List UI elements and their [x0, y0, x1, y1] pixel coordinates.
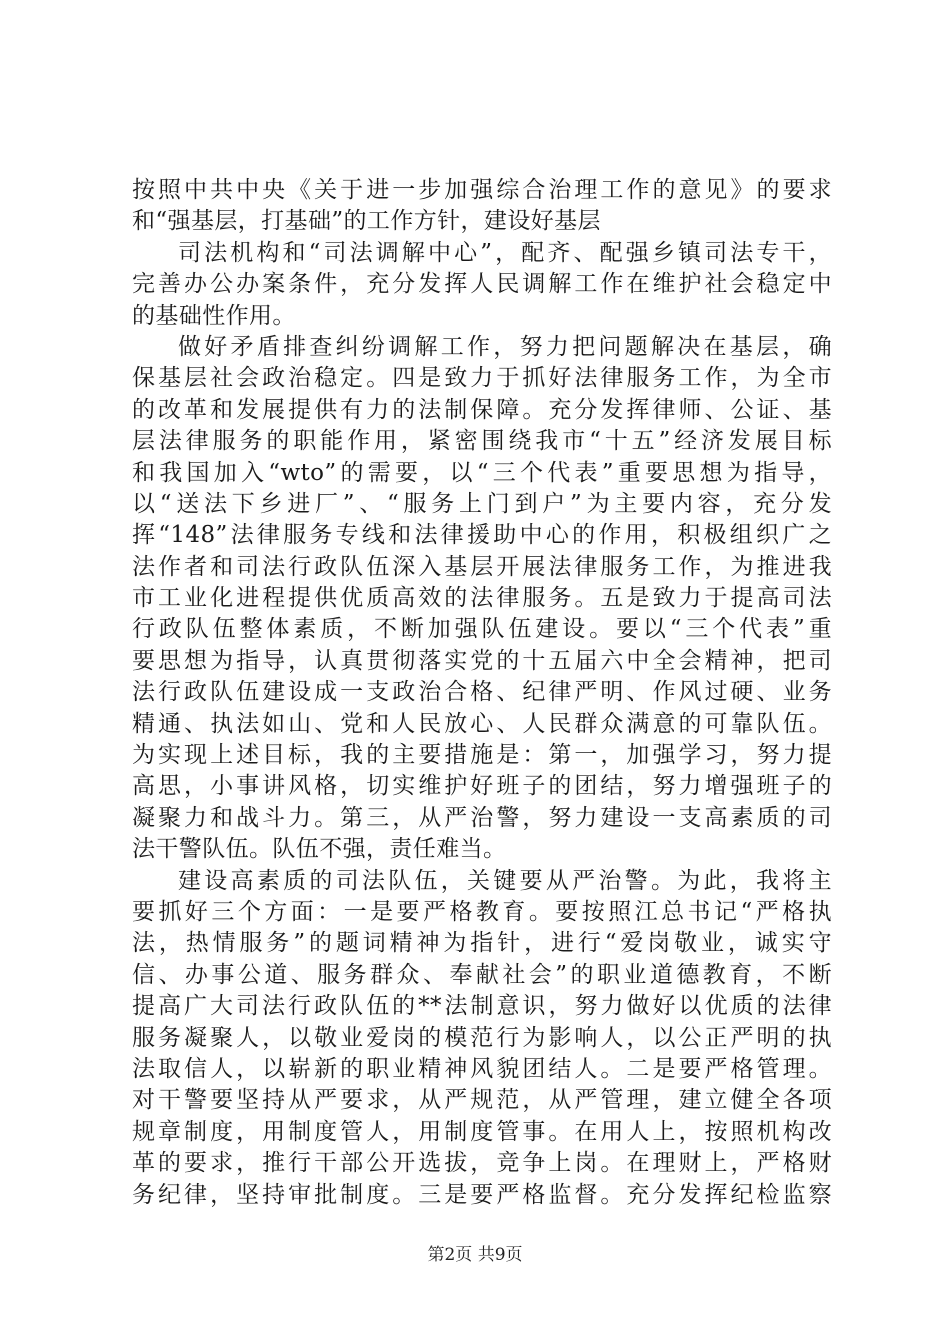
text-line: 高思，小事讲风格，切实维护好班子的团结，努力增强班子的 — [132, 773, 832, 800]
text-line: 挥“148”法律服务专线和法律援助中心的作用，积极组织广之 — [132, 522, 832, 549]
text-line: 和我国加入“wto”的需要，以“三个代表”重要思想为指导， — [132, 459, 832, 486]
text-line: 信、办事公道、服务群众、奉献社会”的职业道德教育，不断 — [132, 961, 832, 988]
text-line: 要思想为指导，认真贯彻落实党的十五届六中全会精神，把司 — [132, 647, 832, 674]
text-line: 为实现上述目标，我的主要措施是：第一，加强学习，努力提 — [132, 742, 832, 769]
text-line: 层法律服务的职能作用，紧密围绕我市“十五”经济发展目标 — [132, 428, 832, 455]
text-line: 服务凝聚人，以敬业爱岗的模范行为影响人，以公正严明的执 — [132, 1024, 832, 1051]
text-line: 务纪律，坚持审批制度。三是要严格监督。充分发挥纪检监察 — [132, 1181, 832, 1208]
text-line: 要抓好三个方面：一是要严格教育。要按照江总书记“严格执 — [132, 898, 832, 925]
text-line: 做好矛盾排查纠纷调解工作，努力把问题解决在基层，确 — [178, 333, 832, 360]
text-line: 行政队伍整体素质，不断加强队伍建设。要以“三个代表”重 — [132, 616, 832, 643]
text-line: 以“送法下乡进厂”、“服务上门到户”为主要内容，充分发 — [132, 490, 832, 517]
text-line: 按照中共中央《关于进一步加强综合治理工作的意见》的要求 — [132, 177, 832, 203]
text-line: 法行政队伍建设成一支政治合格、纪律严明、作风过硬、业务 — [132, 679, 832, 706]
text-line: 规章制度，用制度管人，用制度管事。在用人上，按照机构改 — [132, 1118, 832, 1145]
text-line: 保基层社会政治稳定。四是致力于抓好法律服务工作，为全市 — [132, 365, 832, 392]
text-line: 和“强基层，打基础”的工作方针，建设好基层 — [132, 208, 601, 235]
text-line: 精通、执法如山、党和人民放心、人民群众满意的可靠队伍。 — [132, 710, 832, 737]
text-line: 的改革和发展提供有力的法制保障。充分发挥律师、公证、基 — [132, 396, 832, 423]
text-line: 法取信人，以崭新的职业精神风貌团结人。二是要严格管理。 — [132, 1055, 832, 1082]
text-line: 法干警队伍。队伍不强，责任难当。 — [132, 836, 507, 863]
text-line: 完善办公办案条件，充分发挥人民调解工作在维护社会稳定中 — [132, 271, 832, 298]
page-number: 第2页 共9页 — [427, 1245, 523, 1265]
text-line: 对干警要坚持从严要求，从严规范，从严管理，建立健全各项 — [132, 1087, 832, 1114]
text-line: 的基础性作用。 — [132, 302, 296, 329]
text-line: 法，热情服务”的题词精神为指针，进行“爱岗敬业，诚实守 — [132, 930, 832, 957]
text-line: 司法机构和“司法调解中心”，配齐、配强乡镇司法专干， — [178, 239, 832, 266]
text-line: 革的要求，推行干部公开选拔，竞争上岗。在理财上，严格财 — [132, 1150, 832, 1177]
text-line: 凝聚力和战斗力。第三，从严治警，努力建设一支高素质的司 — [132, 804, 832, 831]
text-line: 建设高素质的司法队伍，关键要从严治警。为此，我将主 — [178, 867, 832, 894]
document-body — [132, 175, 832, 1211]
text-line: 法作者和司法行政队伍深入基层开展法律服务工作，为推进我 — [132, 553, 832, 580]
text-line: 市工业化进程提供优质高效的法律服务。五是致力于提高司法 — [132, 585, 832, 612]
text-line: 提高广大司法行政队伍的**法制意识，努力做好以优质的法律 — [132, 993, 832, 1020]
